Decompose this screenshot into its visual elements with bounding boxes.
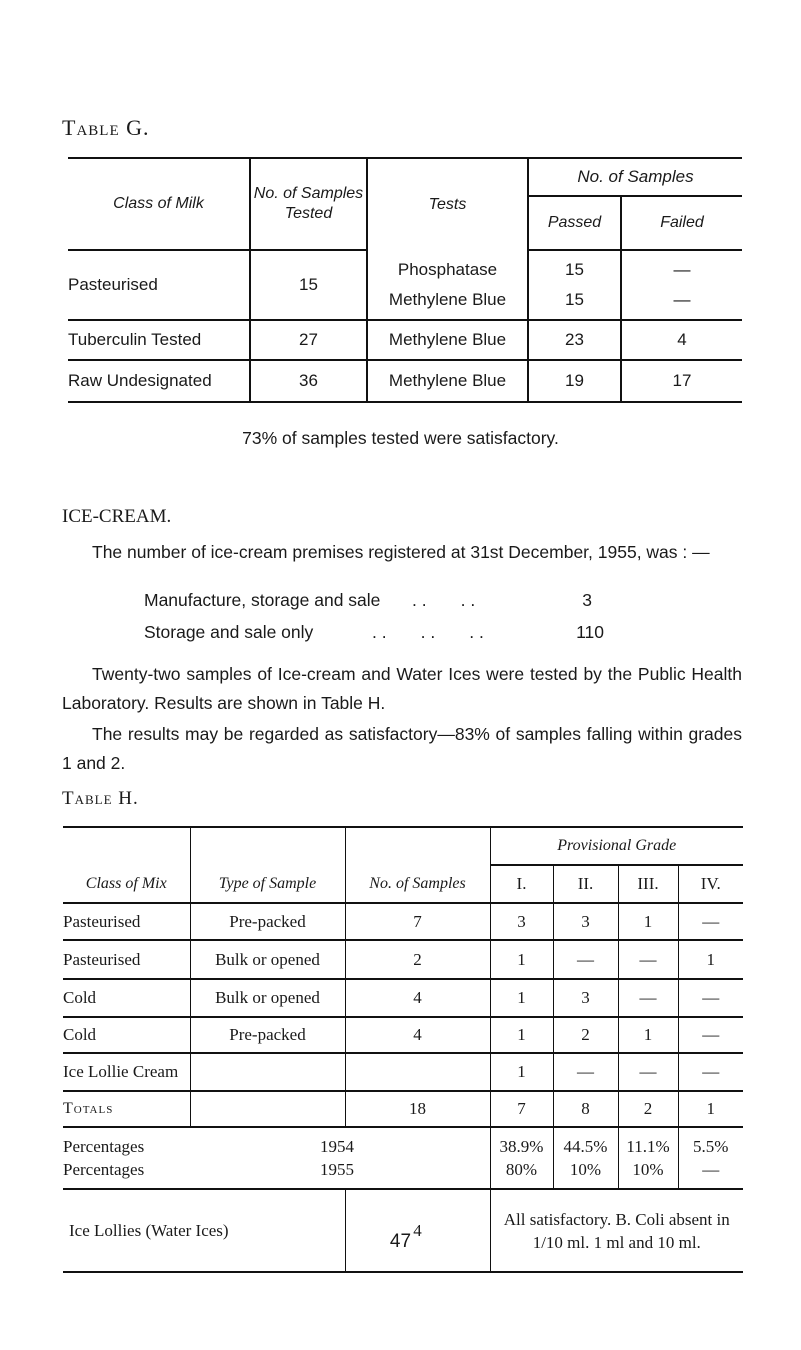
percent-value: 10% xyxy=(632,1160,664,1179)
page-number: 47 xyxy=(389,1231,412,1252)
cell-grade: 2 xyxy=(553,1017,618,1053)
cell-failed: 17 xyxy=(621,360,742,402)
test-name: Phosphatase xyxy=(397,259,498,279)
passed-value: 15 xyxy=(565,260,584,279)
cell-samples: 4 xyxy=(345,1017,490,1053)
totals-label: Totals xyxy=(63,1100,114,1117)
cell-grade: — xyxy=(678,1017,743,1053)
cell-class: Cold xyxy=(63,988,97,1008)
table-row xyxy=(68,320,742,360)
cell-grade: — xyxy=(618,979,678,1017)
ice-cream-para-1 xyxy=(62,660,742,718)
percentages-labels xyxy=(63,1127,490,1189)
cell-class: Tuberculin Tested xyxy=(68,320,250,360)
header-grade-2: II. xyxy=(553,865,618,903)
percent-value: 10% xyxy=(569,1160,602,1179)
table-g-title: Table G. xyxy=(62,115,150,140)
header-type-of-sample: Type of Sample xyxy=(190,827,345,903)
table-row xyxy=(63,1053,743,1091)
table-g xyxy=(68,157,742,403)
cell-tests: Methylene Blue xyxy=(367,320,528,360)
header-passed: Passed xyxy=(528,196,621,250)
header-provisional-grade: Provisional Grade xyxy=(490,827,743,865)
list-item xyxy=(144,622,604,643)
header-class-of-milk: Class of Milk xyxy=(68,158,250,250)
table-row xyxy=(68,250,742,320)
table-row xyxy=(63,940,743,979)
lollies-note: All satisfactory. B. Coli absent in 1/10 ml. 1 ml and 10 ml. xyxy=(490,1189,743,1272)
header-tests: Tests xyxy=(367,158,528,250)
item-label: Manufacture, storage and sale xyxy=(144,590,381,610)
lollies-samples: 4 xyxy=(345,1189,490,1272)
failed-value: — xyxy=(673,260,691,279)
lollies-label: Ice Lollies (Water Ices) xyxy=(69,1220,229,1240)
cell-class: Pasteurised xyxy=(63,949,141,969)
table-row xyxy=(63,903,743,940)
table-row xyxy=(68,360,742,402)
percentages-row xyxy=(63,1127,743,1189)
cell-passed: 23 xyxy=(528,320,621,360)
cell-type: Pre-packed xyxy=(190,1017,345,1053)
cell-failed: 4 xyxy=(621,320,742,360)
percent-value: 80% xyxy=(505,1160,538,1179)
list-item xyxy=(144,590,604,611)
cell-tested: 36 xyxy=(250,360,367,402)
cell-samples: 7 xyxy=(345,903,490,940)
cell-class: Raw Undesignated xyxy=(68,360,250,402)
failed-value: — xyxy=(673,290,691,309)
header-class-of-mix: Class of Mix xyxy=(63,827,190,903)
cell-grade: — xyxy=(618,1053,678,1091)
cell-grade: 8 xyxy=(553,1091,618,1127)
cell-type: Bulk or opened xyxy=(190,979,345,1017)
cell-grade: 1 xyxy=(490,1053,553,1091)
cell-grade: 1 xyxy=(490,979,553,1017)
percent-value: 38.9% xyxy=(499,1137,544,1156)
totals-row xyxy=(63,1091,743,1127)
cell-type: Bulk or opened xyxy=(190,940,345,979)
cell-type: Pre-packed xyxy=(190,903,345,940)
header-failed: Failed xyxy=(621,196,742,250)
cell-grade: 1 xyxy=(678,1091,743,1127)
cell-passed xyxy=(528,250,621,320)
cell-grade: 1 xyxy=(678,940,743,979)
percentages-line xyxy=(63,1158,490,1181)
cell-grade: 7 xyxy=(490,1091,553,1127)
para-text: The results may be regarded as satisfactory—83% of samples falling within grades 1 and 2. xyxy=(62,724,742,773)
percent-value: — xyxy=(702,1160,720,1179)
header-no-tested: No. of Samples Tested xyxy=(250,158,367,250)
table-g-note: 73% of samples tested were satisfactory. xyxy=(242,428,559,448)
cell-grade: 2 xyxy=(618,1091,678,1127)
cell-grade: 3 xyxy=(553,903,618,940)
item-label: Storage and sale only xyxy=(144,622,314,642)
table-row xyxy=(63,979,743,1017)
cell-grade xyxy=(553,1127,618,1189)
percent-year: 1955 xyxy=(320,1160,354,1179)
cell-grade: 1 xyxy=(490,940,553,979)
item-value: 3 xyxy=(582,590,592,610)
cell-samples: 18 xyxy=(345,1091,490,1127)
ice-cream-intro xyxy=(62,538,742,567)
cell-grade xyxy=(678,1127,743,1189)
leader-dots: . . . . . . xyxy=(372,622,484,642)
cell-samples: 2 xyxy=(345,940,490,979)
percent-value: 5.5% xyxy=(693,1137,729,1156)
cell-tests xyxy=(367,250,528,320)
percent-value: 11.1% xyxy=(626,1137,670,1156)
header-grade-3: III. xyxy=(618,865,678,903)
passed-value: 15 xyxy=(565,290,584,309)
cell-failed xyxy=(621,250,742,320)
cell-grade xyxy=(618,1127,678,1189)
cell-grade xyxy=(490,1127,553,1189)
header-grade-1: I. xyxy=(490,865,553,903)
cell-passed: 19 xyxy=(528,360,621,402)
cell-samples xyxy=(345,1053,490,1091)
header-no-of-samples: No. of Samples xyxy=(345,827,490,903)
ice-cream-heading: ICE-CREAM. xyxy=(62,506,172,527)
leader-dots: . . . . xyxy=(412,590,476,610)
test-name: Methylene Blue xyxy=(388,289,507,309)
table-h-title: Table H. xyxy=(62,788,139,809)
percent-label: Percentages xyxy=(63,1160,145,1179)
percent-year: 1954 xyxy=(320,1137,354,1156)
percentages-line xyxy=(63,1135,490,1158)
cell-class: Pasteurised xyxy=(68,250,250,320)
cell-grade: 1 xyxy=(490,1017,553,1053)
cell-grade: 1 xyxy=(618,1017,678,1053)
percent-value: 44.5% xyxy=(563,1137,608,1156)
cell-class: Ice Lollie Cream xyxy=(63,1062,179,1082)
item-value: 110 xyxy=(576,622,604,642)
table-h xyxy=(63,826,743,1273)
cell-grade: 1 xyxy=(618,903,678,940)
cell-tested: 15 xyxy=(250,250,367,320)
cell-grade: — xyxy=(678,979,743,1017)
cell-class: Cold xyxy=(63,1025,97,1045)
cell-samples: 4 xyxy=(345,979,490,1017)
para-text: Twenty-two samples of Ice-cream and Water Ices were tested by the Public Health Laboratory. Results are shown in Table H. xyxy=(62,664,742,713)
cell-grade: — xyxy=(678,1053,743,1091)
cell-type xyxy=(190,1053,345,1091)
table-row xyxy=(63,1017,743,1053)
ice-cream-para-2 xyxy=(62,720,742,778)
header-grade-4: IV. xyxy=(678,865,743,903)
cell-grade: 3 xyxy=(490,903,553,940)
cell-grade: — xyxy=(553,1053,618,1091)
intro-text: The number of ice-cream premises registered at 31st December, 1955, was : — xyxy=(92,542,710,562)
cell-grade: 3 xyxy=(553,979,618,1017)
cell-grade: — xyxy=(618,940,678,979)
cell-grade: — xyxy=(678,903,743,940)
percent-label: Percentages xyxy=(63,1137,145,1156)
cell-grade: — xyxy=(553,940,618,979)
cell-tested: 27 xyxy=(250,320,367,360)
cell-tests: Methylene Blue xyxy=(367,360,528,402)
cell-type xyxy=(190,1091,345,1127)
cell-class: Pasteurised xyxy=(63,911,141,931)
header-no-of-samples: No. of Samples xyxy=(528,158,742,196)
